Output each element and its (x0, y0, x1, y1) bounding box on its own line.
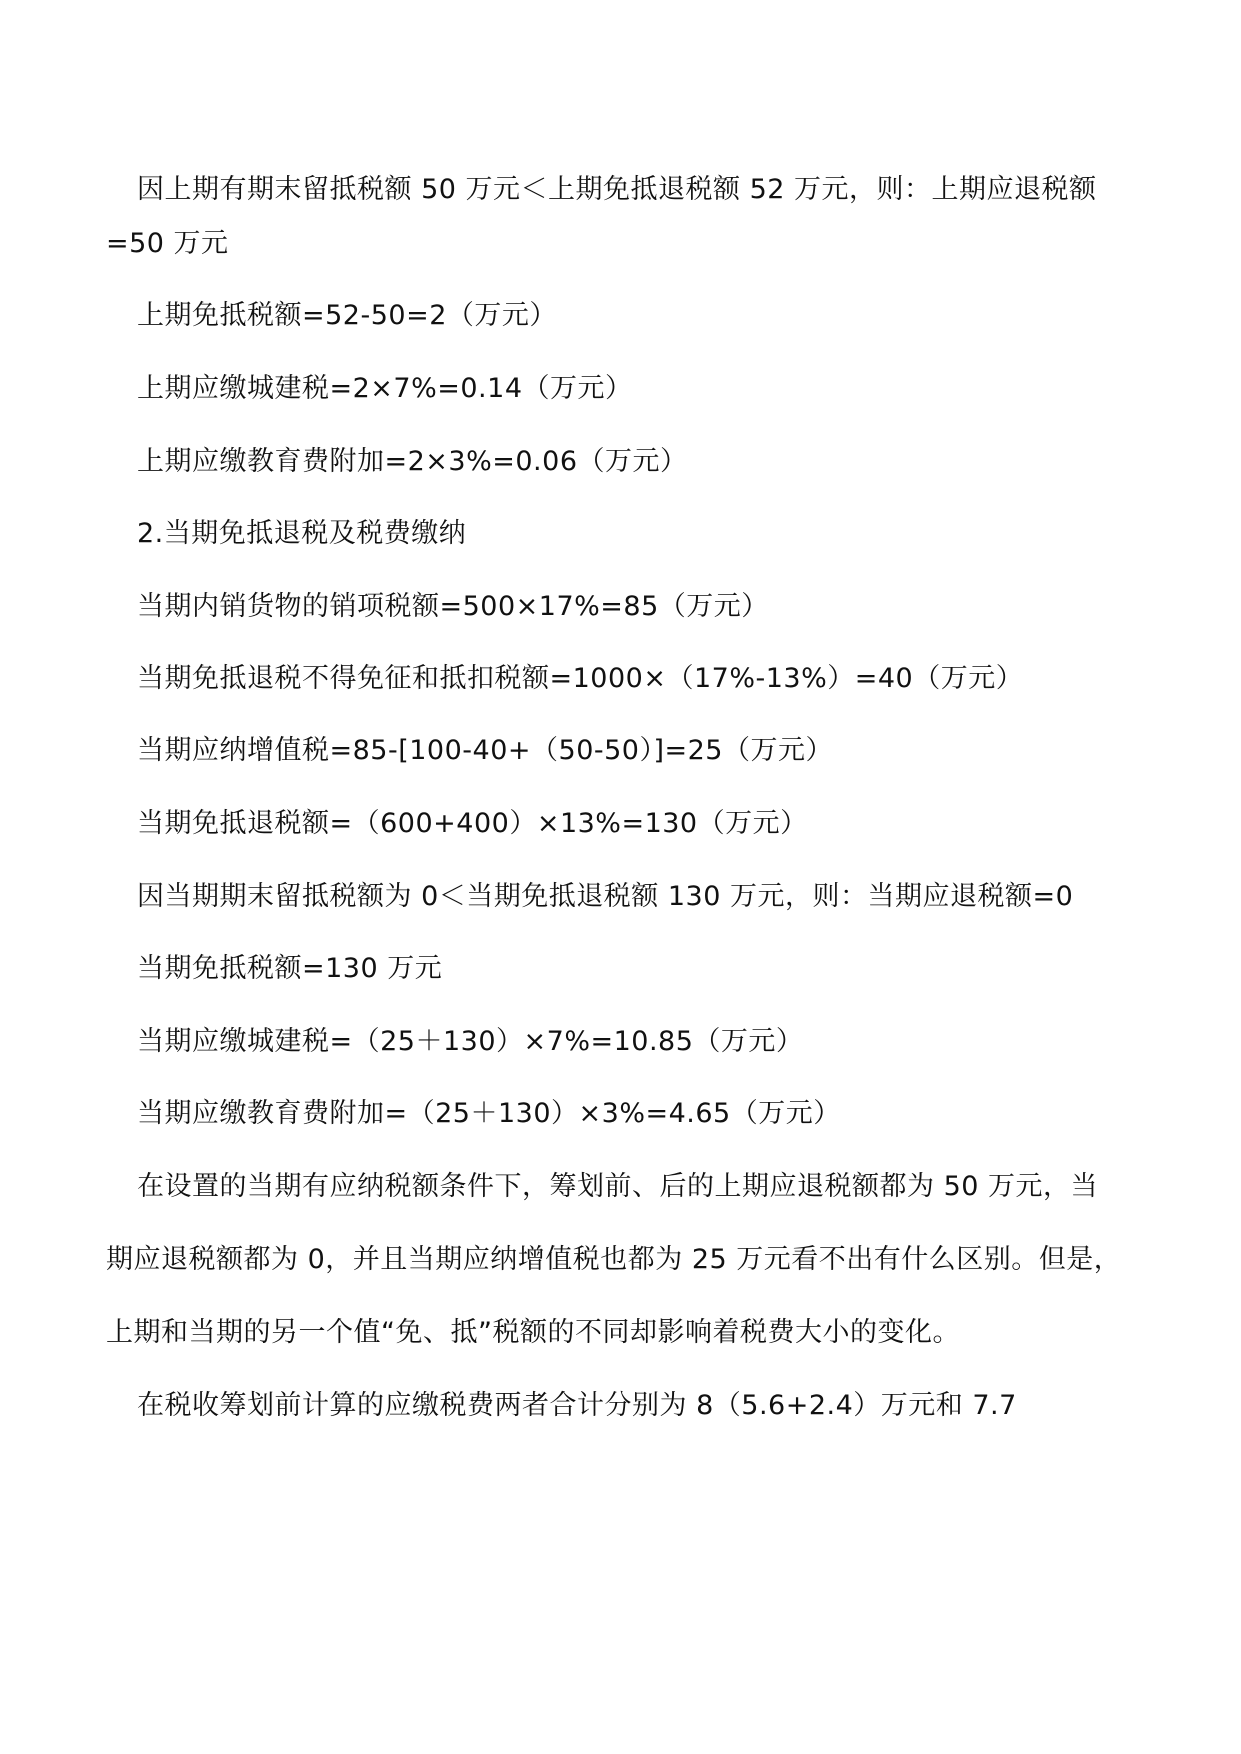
paragraph-line: 在税收筹划前计算的应缴税费两者合计分别为 8（5.6+2.4）万元和 7.7 (137, 1390, 1017, 1421)
paragraph-line: 在设置的当期有应纳税额条件下，筹划前、后的上期应退税额都为 50 万元，当 (137, 1171, 1099, 1202)
paragraph-line: 上期应缴城建税=2×7%=0.14（万元） (137, 373, 633, 404)
paragraph-line: =50 万元 (106, 228, 229, 259)
paragraph-line: 上期和当期的另一个值“免、抵”税额的不同却影响着税费大小的变化。 (106, 1317, 960, 1348)
paragraph-line: 上期免抵税额=52-50=2（万元） (137, 300, 557, 331)
paragraph-line: 当期应纳增值税=85-[100-40+（50-50）]=25（万元） (137, 735, 833, 766)
paragraph-line: 当期免抵退税额=（600+400）×13%=130（万元） (137, 808, 808, 839)
paragraph-line: 当期免抵退税不得免征和抵扣税额=1000×（17%-13%）=40（万元） (137, 663, 1024, 694)
paragraph-line: 当期免抵税额=130 万元 (137, 953, 443, 984)
paragraph-line: 因当期期末留抵税额为 0＜当期免抵退税额 130 万元，则：当期应退税额=0 (137, 881, 1074, 912)
paragraph-line: 当期应缴城建税=（25＋130）×7%=10.85（万元） (137, 1026, 804, 1057)
paragraph-line: 当期内销货物的销项税额=500×17%=85（万元） (137, 591, 769, 622)
paragraph-line: 上期应缴教育费附加=2×3%=0.06（万元） (137, 446, 688, 477)
paragraph-line: 因上期有期末留抵税额 50 万元＜上期免抵退税额 52 万元，则：上期应退税额 (137, 174, 1097, 205)
section-heading: 2.当期免抵退税及税费缴纳 (137, 518, 467, 549)
paragraph-line: 当期应缴教育费附加=（25＋130）×3%=4.65（万元） (137, 1098, 841, 1129)
paragraph-line: 期应退税额都为 0，并且当期应纳增值税也都为 25 万元看不出有什么区别。但是， (106, 1244, 1122, 1275)
